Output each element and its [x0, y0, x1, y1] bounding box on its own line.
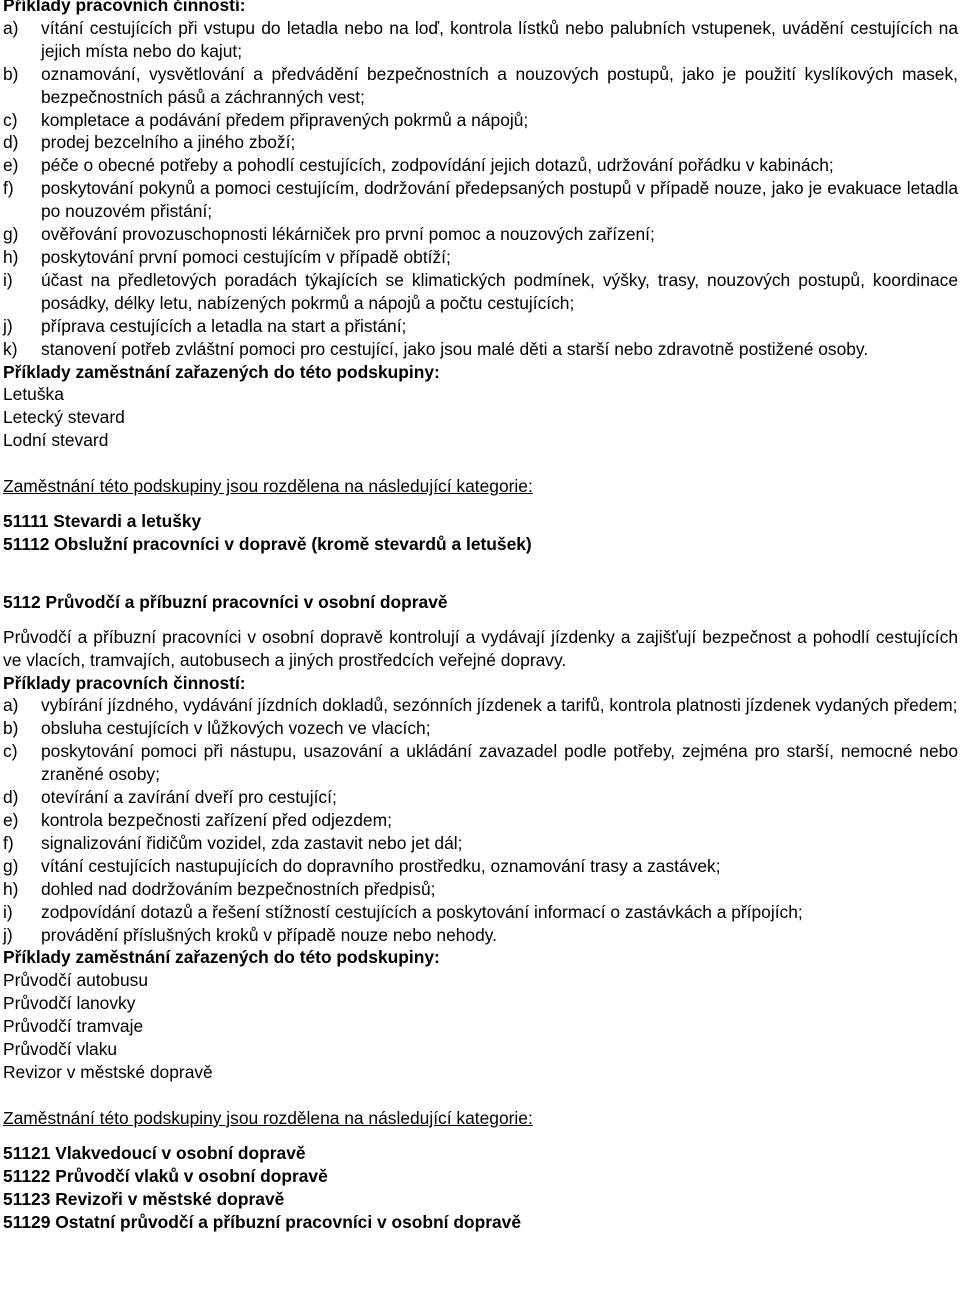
item-text: poskytování první pomoci cestujícím v případě obtíží; — [41, 246, 451, 267]
item-marker: f) — [3, 832, 14, 853]
item-marker: i) — [3, 269, 13, 290]
item-text: účast na předletových poradách týkajících se klimatických podmínek, výšky, trasy, nouzových postupů, koordinace posádky, délky letu, nabízených pokrmů a nápojů a počtu cestujících; — [41, 269, 958, 313]
list-item — [3, 17, 958, 63]
item-text: otevírání a zavírání dveří pro cestující; — [41, 787, 337, 808]
item-marker: e) — [3, 155, 19, 176]
example-item: Průvodčí vlaku — [3, 1039, 118, 1060]
list-item — [3, 878, 958, 901]
category-item: 51123 Revizoři v městské dopravě — [3, 1188, 285, 1209]
list-item — [3, 109, 958, 132]
list-item — [3, 694, 958, 717]
item-marker: d) — [3, 132, 19, 153]
item-marker: j) — [3, 924, 13, 945]
list-item — [3, 177, 958, 223]
item-marker: e) — [3, 810, 19, 830]
item-marker: d) — [3, 787, 19, 808]
item-marker: j) — [3, 315, 13, 336]
document-page — [3, 0, 958, 1233]
category-item: 51129 Ostatní průvodčí a příbuzní pracovníci v osobní dopravě — [3, 1211, 521, 1232]
item-marker: b) — [3, 63, 19, 84]
item-marker: g) — [3, 224, 19, 245]
item-marker: f) — [3, 178, 14, 199]
examples-heading: Příklady zaměstnání zařazených do této podskupiny: — [3, 361, 440, 382]
example-item: Revizor v městské dopravě — [3, 1061, 213, 1082]
item-marker: a) — [3, 17, 19, 38]
list-item — [3, 924, 958, 947]
item-marker: c) — [3, 741, 18, 762]
item-text: příprava cestujících a letadla na start a přistání; — [41, 315, 407, 336]
item-marker: b) — [3, 718, 19, 739]
activities-heading: Příklady pracovních činností: — [3, 0, 246, 15]
section-description: Průvodčí a příbuzní pracovníci v osobní dopravě kontrolují a vydávají jízdenky a zajišťují bezpečnost a pohodlí cestujících ve vlacích, tramvajích, autobusech a jiných prostředcích veřejné dopravy. — [3, 626, 958, 670]
item-text: dohled nad dodržováním bezpečnostních předpisů; — [41, 878, 436, 899]
category-item: 51122 Průvodčí vlaků v osobní dopravě — [3, 1165, 328, 1186]
item-marker: k) — [3, 338, 18, 359]
list-item — [3, 154, 958, 177]
list-item — [3, 246, 958, 269]
item-text: zodpovídání dotazů a řešení stížností cestujících a poskytování informací o zastávkách a přípojích; — [41, 901, 803, 922]
item-text: poskytování pokynů a pomoci cestujícím, dodržování předepsaných postupů v případě nouze, jako je evakuace letadla po nouzovém přistání; — [41, 178, 958, 222]
list-item — [3, 855, 958, 878]
activities-list — [3, 694, 958, 946]
list-item — [3, 315, 958, 338]
item-text: provádění příslušných kroků v případě nouze nebo nehody. — [41, 924, 497, 945]
list-item — [3, 223, 958, 246]
list-item — [3, 786, 958, 809]
item-text: vybírání jízdného, vydávání jízdních dokladů, sezónních jízdenek a tarifů, kontrola platnosti jízdenek vydaných předem; — [41, 695, 958, 716]
example-item: Lodní stevard — [3, 430, 109, 451]
item-marker: h) — [3, 246, 19, 267]
item-text: oznamování, vysvětlování a předvádění bezpečnostních a nouzových postupů, jako je použití kyslíkových masek, bezpečnostních pásů a záchranných vest; — [41, 63, 958, 107]
example-item: Průvodčí tramvaje — [3, 1016, 144, 1037]
category-item: 51112 Obslužní pracovníci v dopravě (kromě stevardů a letušek) — [3, 533, 532, 554]
list-item — [3, 901, 958, 924]
activities-heading: Příklady pracovních činností: — [3, 672, 246, 693]
list-item — [3, 269, 958, 315]
example-item: Letuška — [3, 384, 64, 405]
item-text: stanovení potřeb zvláštní pomoci pro cestující, jako jsou malé děti a starší nebo zdravotně postižené osoby. — [41, 338, 869, 359]
item-text: vítání cestujících při vstupu do letadla nebo na loď, kontrola lístků nebo palubních vstupenek, uvádění cestujících na jejich místa nebo do kajut; — [41, 17, 958, 61]
item-text: prodej bezcelního a jiného zboží; — [41, 132, 296, 153]
item-text: ověřování provozuschopnosti lékárniček pro první pomoc a nouzových zařízení; — [41, 224, 655, 245]
item-text: signalizování řidičům vozidel, zda zastavit nebo jet dál; — [41, 832, 463, 853]
category-item: 51111 Stevardi a letušky — [3, 511, 202, 532]
item-text: péče o obecné potřeby a pohodlí cestujících, zodpovídání jejich dotazů, udržování pořádku v kabinách; — [41, 155, 834, 176]
item-marker: h) — [3, 878, 19, 899]
item-text: vítání cestujících nastupujících do dopravního prostředku, oznamování trasy a zastávek; — [41, 855, 721, 876]
item-text: poskytování pomoci při nástupu, usazování a ukládání zavazadel podle potřeby, zejména pro starší, nemocné nebo zraněné osoby; — [41, 741, 958, 785]
list-item — [3, 63, 958, 109]
example-item: Průvodčí lanovky — [3, 993, 136, 1014]
examples-heading: Příklady zaměstnání zařazených do této podskupiny: — [3, 947, 440, 968]
item-marker: a) — [3, 695, 19, 716]
activities-list — [3, 17, 958, 361]
list-item — [3, 717, 958, 740]
categories-heading: Zaměstnání této podskupiny jsou rozdělena na následující kategorie: — [3, 1107, 533, 1128]
item-text: kontrola bezpečnosti zařízení před odjezdem; — [41, 810, 392, 830]
categories-heading: Zaměstnání této podskupiny jsou rozdělena na následující kategorie: — [3, 476, 533, 497]
example-item: Letecký stevard — [3, 407, 125, 428]
list-item — [3, 809, 958, 832]
item-marker: g) — [3, 855, 19, 876]
section-title: 5112 Průvodčí a příbuzní pracovníci v osobní dopravě — [3, 591, 448, 612]
item-text: obsluha cestujících v lůžkových vozech ve vlacích; — [41, 718, 431, 739]
list-item — [3, 740, 958, 786]
item-text: kompletace a podávání předem připravených pokrmů a nápojů; — [41, 109, 529, 130]
example-item: Průvodčí autobusu — [3, 970, 149, 991]
list-item — [3, 131, 958, 154]
item-marker: i) — [3, 901, 13, 922]
list-item — [3, 832, 958, 855]
list-item — [3, 338, 958, 361]
category-item: 51121 Vlakvedoucí v osobní dopravě — [3, 1142, 306, 1163]
item-marker: c) — [3, 109, 18, 130]
